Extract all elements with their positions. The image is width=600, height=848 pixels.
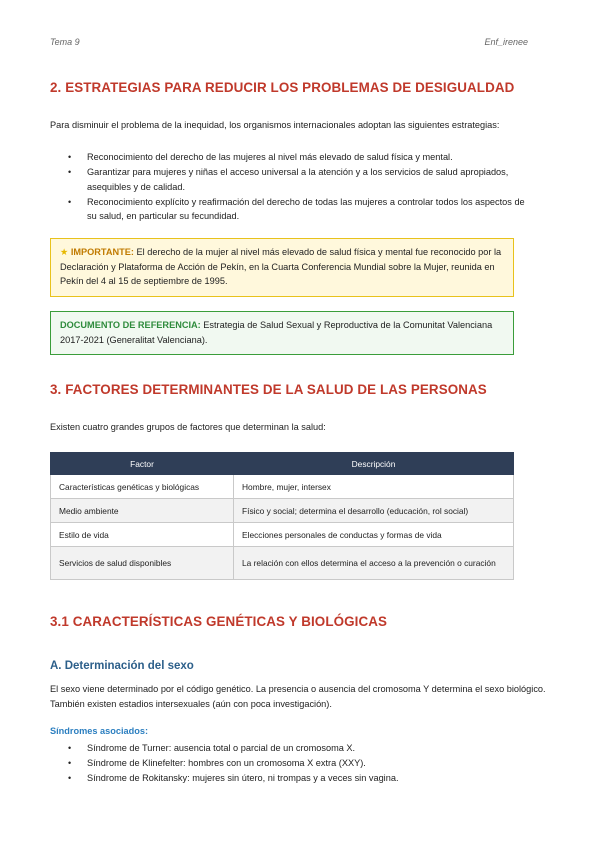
table-cell: Elecciones personales de conductas y formas de vida xyxy=(234,523,514,547)
table-cell: Medio ambiente xyxy=(51,499,234,523)
reference-callout xyxy=(50,311,514,355)
section2-title: 2. ESTRATEGIAS PARA REDUCIR LOS PROBLEMAS DE DESIGUALDAD xyxy=(50,80,515,95)
list-item: • Síndrome de Turner: ausencia total o parcial de un cromosoma X. xyxy=(50,741,525,756)
table-row xyxy=(51,475,514,499)
table-row xyxy=(51,547,514,580)
table-cell: Servicios de salud disponibles xyxy=(51,547,234,580)
section3-title: 3. FACTORES DETERMINANTES DE LA SALUD DE LAS PERSONAS xyxy=(50,382,487,397)
star-icon: ★ xyxy=(60,247,69,257)
table-cell: Características genéticas y biológicas xyxy=(51,475,234,499)
reference-label: DOCUMENTO DE REFERENCIA: xyxy=(60,320,201,330)
syndromes-title: Síndromes asociados: xyxy=(50,726,149,736)
list-item: • Reconocimiento explícito y reafirmación del derecho de todas las mujeres a controlar todos los aspectos de su salud, en particular su fecundidad. xyxy=(50,195,525,224)
table-cell: Hombre, mujer, intersex xyxy=(234,475,514,499)
list-item: • Reconocimiento del derecho de las mujeres al nivel más elevado de salud física y mental. xyxy=(50,150,525,165)
table-cell: Físico y social; determina el desarrollo (educación, rol social) xyxy=(234,499,514,523)
factors-table xyxy=(50,452,514,580)
table-cell: Estilo de vida xyxy=(51,523,234,547)
column-header-factor: Factor xyxy=(51,453,234,475)
table-cell: La relación con ellos determina el acceso a la prevención o curación xyxy=(234,547,514,580)
section31-title: 3.1 CARACTERÍSTICAS GENÉTICAS Y BIOLÓGICAS xyxy=(50,614,388,629)
header-left: Tema 9 xyxy=(50,37,80,47)
list-item: • Garantizar para mujeres y niñas el acceso universal a la atención y a los servicios de salud apropiados, asequibles y de calidad. xyxy=(50,165,525,194)
list-item: • Síndrome de Klinefelter: hombres con un cromosoma X extra (XXY). xyxy=(50,756,525,771)
important-label: IMPORTANTE: xyxy=(70,247,134,257)
table-row xyxy=(51,499,514,523)
strategies-list xyxy=(50,150,525,224)
header-right: Enf_irenee xyxy=(484,37,528,47)
table-row xyxy=(51,523,514,547)
list-item: • Síndrome de Rokitansky: mujeres sin útero, ni trompas y a veces sin vagina. xyxy=(50,771,525,786)
reference-text: Estrategia de Salud Sexual y Reproductiva de la Comunitat Valenciana 2017-2021 (Generalitat Valenciana). xyxy=(60,320,493,345)
table-header-row xyxy=(51,453,514,475)
section3-intro: Existen cuatro grandes grupos de factores que determinan la salud: xyxy=(50,422,326,432)
syndromes-list xyxy=(50,741,525,786)
subsection-a-title: A. Determinación del sexo xyxy=(50,660,194,672)
subsection-a-text: El sexo viene determinado por el código genético. La presencia o ausencia del cromosoma Y determina el sexo biológico. También existen estadios intersexuales (aún con poca investigación). xyxy=(50,684,546,709)
important-callout xyxy=(50,238,514,297)
section2-intro: Para disminuir el problema de la inequidad, los organismos internacionales adoptan las siguientes estrategias: xyxy=(50,120,500,130)
important-text: El derecho de la mujer al nivel más elevado de salud física y mental fue reconocido por la Declaración y Plataforma de Acción de Pekín, en la Cuarta Conferencia Mundial sobre la Mujer, reunida en Pekín del 4 al 15 de septiembre de 1995. xyxy=(60,247,502,286)
column-header-description: Descripción xyxy=(234,453,514,475)
